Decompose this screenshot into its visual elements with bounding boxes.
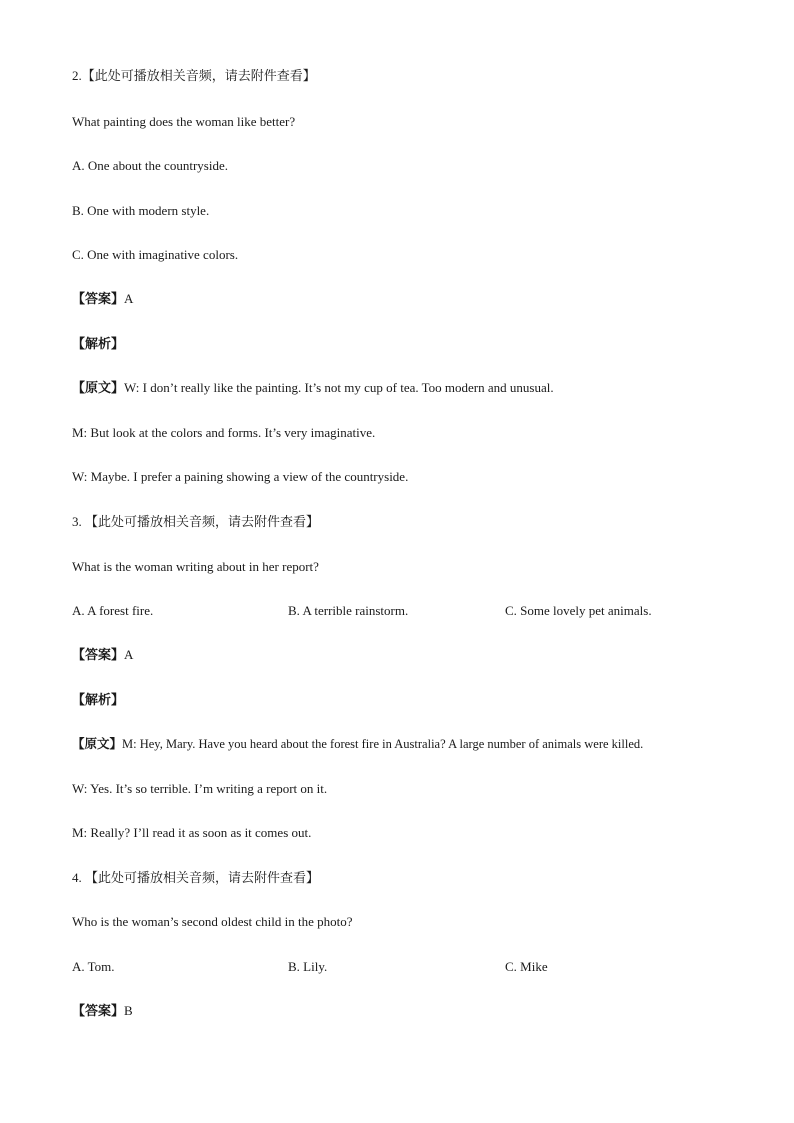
- question-3-analysis: [72, 692, 124, 708]
- answer-value: A: [124, 291, 134, 306]
- question-3-header: 3. 【此处可播放相关音频，请去附件查看】: [72, 514, 320, 529]
- question-3-options: [72, 603, 732, 619]
- question-2-option-a: A. One about the countryside.: [72, 158, 228, 173]
- question-3-answer: [72, 647, 133, 663]
- analysis-label: 【解析】: [72, 336, 125, 351]
- transcript-line: W: I don’t really like the painting. It’s not my cup of tea. Too modern and unusual.: [124, 380, 554, 395]
- analysis-label: 【解析】: [72, 692, 125, 707]
- question-3-transcript-2: W: Yes. It’s so terrible. I’m writing a report on it.: [72, 781, 328, 796]
- question-3-transcript-1: [72, 736, 643, 752]
- question-4-option-a: A. Tom.: [72, 959, 115, 974]
- question-2-option-c: C. One with imaginative colors.: [72, 247, 239, 262]
- question-3-text: What is the woman writing about in her report?: [72, 559, 319, 574]
- question-2-text: What painting does the woman like better?: [72, 114, 296, 129]
- question-4-options: [72, 959, 732, 975]
- answer-label: 【答案】: [72, 1003, 125, 1018]
- question-2-answer: [72, 291, 133, 307]
- answer-label: 【答案】: [72, 291, 125, 306]
- question-2-option-b: B. One with modern style.: [72, 203, 210, 218]
- question-2-transcript-1: [72, 380, 554, 396]
- answer-value: A: [124, 647, 134, 662]
- question-3-option-c: C. Some lovely pet animals.: [505, 603, 652, 618]
- question-3-transcript-3: M: Really? I’ll read it as soon as it comes out.: [72, 825, 312, 840]
- transcript-line: M: Hey, Mary. Have you heard about the forest fire in Australia? A large number of animals were killed.: [122, 737, 644, 751]
- question-2-analysis: [72, 336, 124, 352]
- question-2-header: 2.【此处可播放相关音频，请去附件查看】: [72, 68, 316, 83]
- question-4-option-b: B. Lily.: [288, 959, 328, 974]
- question-4-answer: [72, 1003, 133, 1019]
- question-3-option-a: A. A forest fire.: [72, 603, 154, 618]
- question-4-option-c: C. Mike: [505, 959, 548, 974]
- answer-value: B: [124, 1003, 133, 1018]
- answer-label: 【答案】: [72, 647, 125, 662]
- question-2-transcript-2: M: But look at the colors and forms. It’s very imaginative.: [72, 425, 376, 440]
- transcript-label: 【原文】: [72, 737, 123, 751]
- question-4-text: Who is the woman’s second oldest child in the photo?: [72, 914, 353, 929]
- question-4-header: 4. 【此处可播放相关音频，请去附件查看】: [72, 870, 320, 885]
- question-3-option-b: B. A terrible rainstorm.: [288, 603, 409, 618]
- transcript-label: 【原文】: [72, 380, 125, 395]
- question-2-transcript-3: W: Maybe. I prefer a paining showing a view of the countryside.: [72, 469, 409, 484]
